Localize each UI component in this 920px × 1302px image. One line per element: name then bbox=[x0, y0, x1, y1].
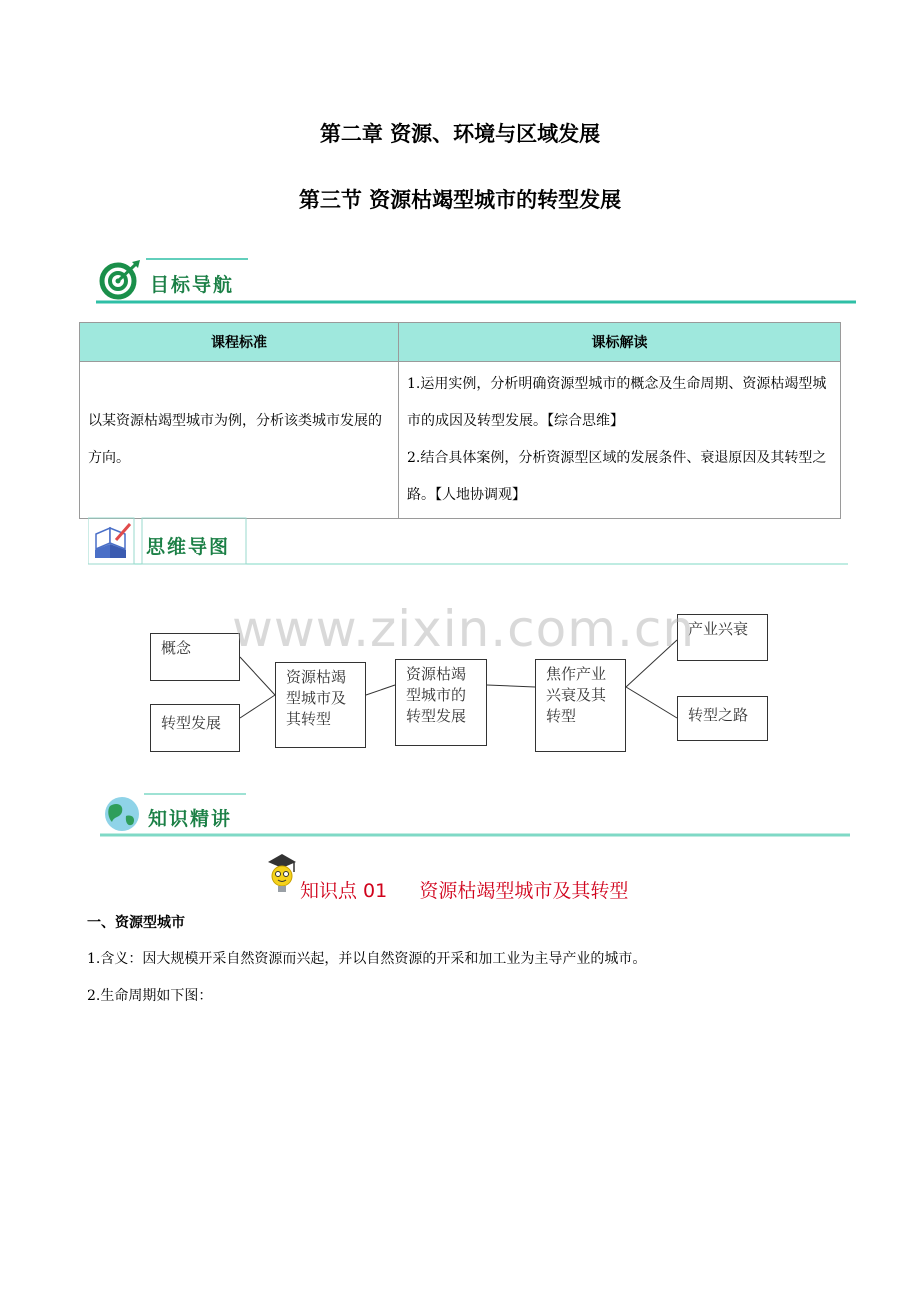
scholar-bulb-icon bbox=[266, 852, 300, 896]
node-concept: 概念 bbox=[150, 633, 240, 681]
node-transform-path: 转型之路 bbox=[677, 696, 768, 741]
content-heading: 一、资源型城市 bbox=[87, 915, 185, 931]
knowledge-label: 知识精讲 bbox=[148, 808, 233, 830]
chapter-title: 第二章 资源、环境与区域发展 bbox=[319, 122, 601, 146]
knowledge-point-title bbox=[300, 876, 628, 903]
knowledge-point-label: 知识点 01 bbox=[300, 880, 388, 902]
book-pen-icon bbox=[92, 522, 132, 560]
globe-icon bbox=[102, 794, 142, 834]
mind-map-label: 思维导图 bbox=[146, 536, 231, 558]
interpretation-item: 2.结合具体案例，分析资源型区域的发展条件、衰退原因及其转型之路。【人地协调观】 bbox=[407, 450, 827, 503]
goal-nav-header bbox=[96, 256, 856, 306]
node-transform-development: 转型发展 bbox=[150, 704, 240, 752]
content-paragraph: 1.含义：因大规模开采自然资源而兴起，并以自然资源的开采和加工业为主导产业的城市。 bbox=[87, 951, 647, 967]
interpretation-cell bbox=[399, 362, 841, 519]
content-paragraph: 2.生命周期如下图： bbox=[87, 988, 213, 1004]
section-title: 第三节 资源枯竭型城市的转型发展 bbox=[298, 188, 622, 212]
knowledge-point-name: 资源枯竭型城市及其转型 bbox=[419, 880, 629, 902]
knowledge-header bbox=[100, 790, 850, 840]
node-city-and-transform: 资源枯竭型城市及其转型 bbox=[275, 662, 366, 748]
standard-text: 以某资源枯竭型城市为例，分析该类城市发展的方向。 bbox=[80, 362, 399, 519]
node-city-transform-development: 资源枯竭型城市的转型发展 bbox=[395, 659, 487, 746]
table-header-standard: 课程标准 bbox=[80, 323, 399, 362]
mind-map-header bbox=[88, 516, 848, 568]
node-rise-fall: 产业兴衰 bbox=[677, 614, 768, 661]
node-jiaozuo: 焦作产业兴衰及其转型 bbox=[535, 659, 626, 752]
table-header-interpretation: 课标解读 bbox=[399, 323, 841, 362]
standards-table bbox=[79, 322, 841, 519]
watermark: www.zixin.com.cn bbox=[232, 600, 696, 658]
goal-nav-label: 目标导航 bbox=[150, 274, 235, 296]
interpretation-item: 1.运用实例，分析明确资源型城市的概念及生命周期、资源枯竭型城市的成因及转型发展。【综合思维】 bbox=[407, 376, 827, 429]
target-icon bbox=[98, 260, 142, 300]
